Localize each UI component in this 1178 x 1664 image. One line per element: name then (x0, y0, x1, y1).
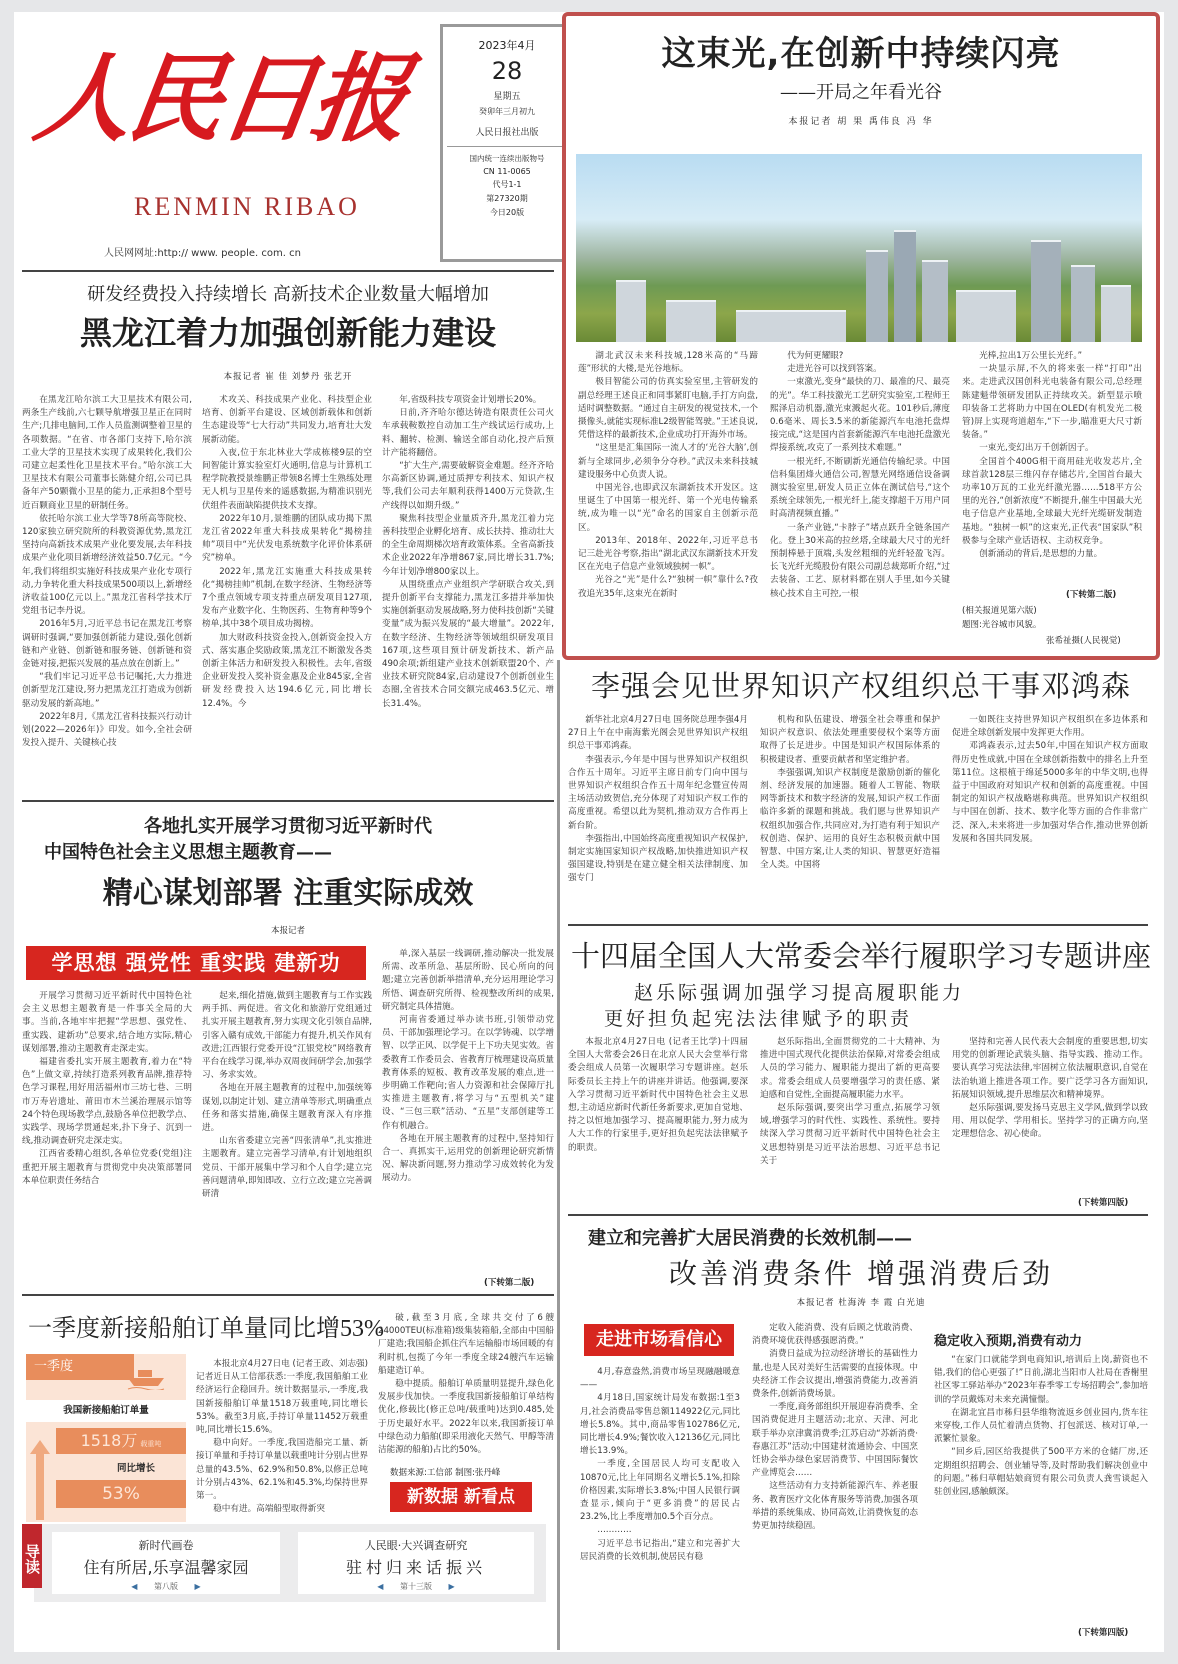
consumption-kicker: 建立和完善扩大居民消费的长效机制—— (588, 1228, 912, 1249)
paragraph: 4月18日,国家统计局发布数据:1至3月,社会消费品零售总额114922亿元,同比增长5.8%。其中,商品零售102786亿元,同比增长4.9%;餐饮收入12136亿元,同比增长13.9%。 (580, 1393, 740, 1457)
paragraph: 湖北武汉未来科技城,128米高的“马蹄莲”形状的大楼,是光谷地标。 (578, 351, 758, 375)
paragraph: 一束光,变幻出万千创新因子。 (979, 443, 1094, 454)
date-year-month: 2023年4月 (478, 39, 536, 52)
paragraph: 破,截至3月底,全球共交付了6艘24000TEU(标准箱)级集装箱船,全部由中国船厂建造;我国船企抓住汽车运输船市场回暖的有利时机,包揽了今年一季度全球24艘汽车运输船建造订单。 (378, 1313, 554, 1376)
divider (22, 270, 554, 272)
paragraph: 李强表示,今年是中国与世界知识产权组织合作五十周年。习近平主席日前专门向中国与世界知识产权组织合作五十周年纪念暨宣传周主场活动致贺信,充分体现了对知识产权工作的高度重视。希望以此为契机,推动双方合作再上新台阶。 (568, 754, 748, 831)
paragraph: 稳中提质。船舶订单质量明显提升,绿色化发展步伐加快。一季度我国新接船舶订单结构优化,修载比(修正总吨/载重吨)达到0.485,处于历史最好水平。2022年以来,我国新接订单中绿色动力船舶(即采用液化天然气、甲醇等清洁能源的船舶)占比约50%。 (378, 1379, 554, 1456)
education-continue[interactable]: (下转第二版) (484, 1278, 535, 1288)
paragraph: 单,深入基层一线调研,推动解决一批发展所需、改革所急、基层所盼、民心所向的问题;建立完善创新举措清单,充分运用理论学习所悟、调查研究所得、检视整改所纠的成果,研究制定具体措施。 (382, 949, 554, 1012)
prev-arrow-icon[interactable]: ◀ (131, 1582, 138, 1591)
paragraph: 术攻关、科技成果产业化、科技型企业培育、创新平台建设、区域创新载体和创新生态建设等“七大行动”共同发力,培育壮大发展新动能。 (202, 395, 372, 445)
education-column-3 (382, 948, 554, 1274)
consumption-byline: 本报记者 杜海涛 李 霞 白光迪 (796, 1298, 926, 1308)
masthead-logo-en: RENMIN RIBAO (134, 192, 360, 221)
paragraph: 一块显示屏,不久的将来张一样“打印”出来。走进武汉国创科光电装备有限公司,总经理陈建魁带领研发团队正持续攻关。新型显示喷印装备工艺将助力中国在OLED(有机发光二极管)屏上实现弯道超车,“下一步,瞄准更大尺寸新装备。” (962, 364, 1142, 441)
paragraph: 河南省委通过举办读书班,引领带动党员、干部加强理论学习。在以学铸魂、以学增智、以学正风、以学促干上下功夫见实效。省委教育工作委员会、省教育厅梳理建设高质量教育体系的短板、教育改革发展的难点,进一步明确工作靶向;省人力资源和社会保障厅扎实推进主题教育,将学习与“五型机关”建设、“三包三联”活动、“五星”支部创建等工作有机融合。 (382, 1015, 554, 1131)
paragraph: 本报北京4月27日电 (记者王政、刘志强)记者近日从工信部获悉:一季度,我国船舶工业经济运行企稳回升。统计数据显示,一季度,我国新接船舶订单量1518万载重吨,同比增长53%。截至3月底,手持订单量11452万载重吨,同比增长15.6%。 (196, 1359, 368, 1436)
paragraph: 稳中有进。高端船型取得新突 (213, 1504, 325, 1515)
ships-infographic (26, 1354, 186, 1522)
paragraph: “这里是汇集国际一流人才的‘光谷大脑’,创新与全球同步,必须争分夺秒。”武汉未来科技城建设服务中心负责人说。 (578, 443, 758, 480)
consumption-column-2 (752, 1322, 918, 1642)
paragraph: 一条产业链,“卡脖子”堵点跃升全链条国产化。登上30米高的拉丝塔,全球最大尺寸的光纤预制棒悬于顶端,头发丝粗细的光纤轻盈飞泻。长飞光纤光缆股份有限公司副总裁郑昕介绍,“过去装备、工艺、原材料都在别人手里,如今关键核心技术自主可控,一根 (770, 522, 950, 599)
paragraph: 全国首个400G相干商用硅光收发芯片,全球首款128层三维闪存存储芯片,全国首台最大功率10万瓦的工业光纤激光器……518平方公里的光谷,“创新浓度”不断提升,催生中国最大光电子信息产业基地,全球最大光纤光缆研发制造基地。“独树一帜”的这束光,正代表“国家队”积极参与全球产业话语权、主动权竞争。 (962, 456, 1142, 546)
paragraph: 一束激光,变身“最快的刀、最准的尺、最亮的光”。华工科技激光工艺研究实验室,工程师王熙泽启动机器,激光束溅起火花。101秒后,薄度0.6毫米、周长3.5米的新能源汽车电池托盘焊接完成,“这是国内首套新能源汽车电池托盘激光焊接系统,攻克了一系列技术难题。” (770, 377, 950, 454)
heilongjiang-column-1 (22, 394, 192, 794)
prev-arrow-icon[interactable]: ◀ (377, 1582, 384, 1591)
date-lunar: 癸卯年三月初九 (479, 107, 535, 116)
paragraph: 习近平总书记指出,“建立和完善扩大居民消费的长效机制,使居民有稳 (580, 1538, 740, 1562)
heilongjiang-title: 黑龙江着力加强创新能力建设 (79, 314, 496, 352)
education-title: 精心谋划部署 注重实际成效 (102, 876, 474, 911)
liqiang-title: 李强会见世界知识产权组织总干事邓鸿森 (590, 669, 1131, 703)
photo-credit: 张希祉摄(人民视觉) (1046, 636, 1121, 646)
divider (22, 1294, 554, 1296)
paragraph: 年,省级科技专项资金计划增长20%。 (399, 395, 542, 405)
heilongjiang-kicker: 研发经费投入持续增长 高新技术企业数量大幅增加 (87, 284, 489, 305)
divider (568, 924, 1148, 926)
infographic-growth-label: 同比增长 (116, 1463, 155, 1474)
guide-item[interactable] (52, 1532, 280, 1594)
guide-kicker: 人民眼·大兴调查研究 (364, 1539, 468, 1552)
paragraph: 李强指出,中国始终高度重视知识产权保护,制定实施国家知识产权战略,加快推进知识产权强国建设,特别是在建立健全相关法律制度、加强专门 (568, 833, 748, 884)
paragraph: 各地在开展主题教育的过程中,坚持知行合一、真抓实干,运用党的创新理论研究新情况、解决新问题,努力推动学习成效转化为发展动力。 (382, 1133, 554, 1184)
up-arrow-icon (30, 1440, 50, 1520)
heilongjiang-byline: 本报记者 崔 佳 刘梦丹 张艺开 (223, 372, 353, 382)
paragraph: “我们牢记习近平总书记嘱托,大力推进创新型龙江建设,努力把黑龙江打造成为创新驱动发展的新高地。” (22, 672, 192, 709)
education-column-2 (202, 990, 372, 1290)
paragraph: 光棒,拉出1万公里长光纤。” (979, 351, 1083, 361)
liqiang-column-1 (568, 714, 748, 918)
paragraph: 赵乐际指出,全面贯彻党的二十大精神、为推进中国式现代化提供法治保障,对常委会组成人员的学习能力、履职能力提出了新的更高要求。常委会组成人员要增强学习的责任感、紧迫感和自觉性,全面提高履职能力水平。 (760, 1037, 940, 1100)
paragraph: 稳中向好。一季度,我国造船完工量、新接订单量和手持订单量以载重吨计分别占世界总量的43.5%、62.9%和50.8%,以修正总吨计分别占43%、62.1%和45.3%,均保持世界第一。 (196, 1438, 368, 1502)
paragraph: 起来,细化措施,做到主题教育与工作实践两手抓、两促进。省文化和旅游厅党组通过扎实开展主题教育,努力实现文化引领自品牌,引客入赣有成效,干部能力有提升,机关作风有改进;江西银行党委开设“江银党校”网络教育平台在线学习课,举办双周夜间研学会,加强学习、务求实效。 (202, 991, 372, 1081)
ships-source: 数据来源:工信部 制图:张丹峰 (390, 1468, 501, 1478)
heilongjiang-column-3 (382, 394, 554, 794)
paragraph: 聚焦科技型企业量质齐升,黑龙江着力完善科技型企业孵化培育、成长扶持、推动壮大的全生命周期梯次培育政策体系。全省高新技术企业2022年净增867家,同比增长31.7%;今年计划净增800家以上。 (382, 513, 554, 577)
lead-title: 这束光,在创新中持续闪亮 (661, 34, 1061, 74)
paragraph: 一季度,全国居民人均可支配收入10870元,比上年同期名义增长5.1%,扣除价格因素,实际增长3.8%;中国人民银行调查显示,倾向于“更多消费”的居民占23.2%,比上季度增加0.5个百分点。 (580, 1459, 740, 1523)
ships-title-text: 一季度新接船舶订单量同比增 (28, 1314, 340, 1342)
paragraph: 新华社北京4月27日电 国务院总理李强4月27日上午在中南海紫光阁会见世界知识产权组织总干事邓鸿森。 (568, 715, 748, 752)
paragraph: 光谷之“光”是什么?“独树一帜”靠什么?孜孜追光35年,这束光在新时 (578, 575, 758, 599)
publisher: 人民日报社出版 (475, 128, 539, 138)
date-weekday: 星期五 (493, 92, 521, 102)
paragraph: 一季度,商务部组织开展迎春消费季、全国消费促进月主题活动;北京、天津、河北联手举办京津冀消费季;江苏启动“苏新消费·春惠江苏”活动;中国建材流通协会、中国烹饪协会举办绿色家居消费节、中国国际餐饮产业博览会…… (752, 1402, 918, 1479)
paragraph: 从围绕重点产业组织产学研联合攻关,到提升创新平台支撑能力,黑龙江多措并举加快实施创新驱动发展战略,努力使科技创新“关键变量”成为振兴发展的“最大增量”。2022年,在数字经济、生物经济等领域组织研发项目167项,这些项目预计研发新技术、新产品490余项;新组建产业技术创新联盟20个、产业技术研究院84家,启动建设7个创新创业生态圈,全省技术合同交额完成463.5亿元、增长31.4%。 (382, 579, 554, 709)
ships-title (28, 1308, 384, 1343)
paragraph: 邓鸿森表示,过去50年,中国在知识产权方面取得历史性成就,中国在全球创新指数中的排名上升至第11位。这根植于绵延5000多年的中华文明,也得益于中国政府对知识产权和创新的高度重视。中国制定的知识产权战略堪称典范。世界知识产权组织与中国在创新、技术、数字化等方面的合作非常广泛、深入,未来将进一步加强对华合作,推动世界创新发展和各国共同发展。 (952, 741, 1148, 844)
guide-page: 第八版 (154, 1582, 178, 1591)
paragraph: “扩大生产,需要破解资金难题。经齐齐哈尔高新区协调,通过质押专利技术、知识产权等,我们公司去年顺利获得1400万元贷款,生产线得以如期升级。” (382, 461, 554, 511)
consumption-column-1 (580, 1366, 740, 1642)
npc-column-3 (952, 1036, 1148, 1196)
paragraph: 李强强调,知识产权制度是激励创新的催化剂、经济发展的加速器。随着人工智能、物联网等新技术和数字经济的发展,知识产权工作面临许多新的课题和挑战。我们愿与世界知识产权组织加强合作,共同应对,为打造有利于知识产权创造、保护、运用的良好生态积极贡献中国智慧、中国方案,让人类的知识、智慧更好造福全人类。中国将 (760, 767, 940, 871)
lead-continue[interactable]: (下转第二版) (1066, 590, 1117, 600)
infographic-period: 一季度 (26, 1354, 134, 1380)
lead-story (562, 12, 1160, 660)
paragraph: 山东省委建立完善“四张清单”,扎实推进主题教育。建立完善学习清单,有计划地组织党员、干部开展集中学习和个人自学;建立完善问题清单,即知即改、立行立改;建立完善调研清 (202, 1136, 372, 1200)
paragraph: 这些活动有力支持新能源汽车、养老服务、教育医疗文化体育服务等消费,加强各项举措的系统集成、协同高效,让消费恢复的态势更加持续稳固。 (752, 1481, 918, 1532)
paragraph: “在家门口就能学到电商知识,培训后上岗,薪资也不错,我们的信心更强了!”日前,湖北当阳市人社局在香榭里社区零工驿站举办“2023年春季零工专场招聘会”,参加培训的学员戴炼对未来充满憧憬。 (934, 1355, 1148, 1405)
next-arrow-icon[interactable]: ▶ (194, 1582, 201, 1591)
npc-subtitle-2: 更好担负起宪法法律赋予的职责 (604, 1008, 913, 1030)
paragraph: 入夜,位于东北林业大学成栋楼9层的空间智能计算实验室灯火通明,信息与计算机工程学院教授景维鹏正带领8名博士生熟练处理无人机与卫星传来的遥感数据,为精准识别光伏组件表面缺陷提供技术支撑。 (202, 447, 372, 511)
lead-related[interactable]: (相关报道见第六版) (962, 606, 1037, 616)
guide-bar (23, 1524, 546, 1602)
education-kicker-2: 中国特色社会主义思想主题教育—— (44, 842, 332, 863)
paragraph: 机构和队伍建设、增强全社会尊重和保护知识产权意识、依法处理重要侵权个案等方面取得了长足进步。中国是知识产权国际体系的积极建设者、重要贡献者和坚定维护者。 (760, 715, 940, 765)
paragraph: 一根光纤,不断刷新光通信传输纪录。中国信科集团烽火通信公司,智慧光网络通信设备调测实验室里,研发人员正立体在测试信号,“这个系统全球领先,一根光纤上,能支撑超千万用户同时高清视频直播。” (770, 456, 950, 520)
code-number: 代号1-1 (492, 180, 522, 189)
heilongjiang-column-2 (202, 394, 372, 794)
guide-item[interactable] (298, 1532, 534, 1594)
masthead-logo: 人民日报 (28, 42, 413, 155)
guide-kicker: 新时代画卷 (138, 1539, 194, 1552)
paragraph: ………… (597, 1525, 632, 1536)
ships-column-2 (378, 1312, 554, 1462)
paragraph: 依托哈尔滨工业大学等78所高等院校、120家独立研究院所的科教资源优势,黑龙江坚持向高新技术成果产业化要发展,去年科技成果产业化项目新增经济效益50.7亿元。“今年,我们将组织实施好科技成果产业化专项行动,力争转化重大科技成果500项以上,新增经济收益100亿元以上。”黑龙江省科学技术厅党组书记李丹说。 (22, 513, 192, 617)
paragraph: 福建省委扎实开展主题教育,着力在“特色”上做文章,持续打造系列教育品牌,推荐特色学习课程,用好用活福州市三坊七巷、三明市万寿岩遗址、莆田市木兰溪治理展示馆等24个特色现场教学点,鼓励各单位把教学点、实践学、现场学贯通起来,扑下身子、沉到一线,推动调查研究走深走实。 (22, 1057, 192, 1147)
guide-label: 导读 (22, 1524, 42, 1588)
paragraph: 代为何更耀眼? (787, 351, 844, 361)
guide-title[interactable]: 住有所居,乐享温馨家园 (83, 1558, 249, 1577)
lead-subtitle: ——开局之年看光谷 (780, 82, 942, 103)
paragraph: 开展学习贯彻习近平新时代中国特色社会主义思想主题教育是一件事关全局的大事。当前,各地牢牢把握“学思想、强党性、重实践、建新功”总要求,结合地方实际,精心谋划部署,推动主题教育走深走实。 (22, 991, 192, 1054)
infographic-growth-value: 53% (56, 1480, 186, 1508)
paragraph: 在黑龙江哈尔滨工大卫星技术有限公司,两条生产线前,六七颗导航增强卫星正在同时生产;几排电脑间,工作人员监测调整着卫星的各项数据。“在省、市各部门支持下,哈尔滨工业大学的卫星技术实现了成果转化,我们公司建立起柔性化卫星技术平台。”哈尔滨工大卫星技术有限公司董事长陈健介绍,公司已具备年产50颗微小卫星的能力,正承担8个型号近百颗商业卫星的研制任务。 (22, 395, 192, 511)
paragraph: 2022年8月,《黑龙江省科技振兴行动计划(2022—2026年)》印发。如今,全社会研发投入提升、关键核心技 (22, 711, 192, 749)
npc-column-1 (568, 1036, 748, 1208)
paragraph: “回乡后,园区给我提供了500平方米的仓储厂房,还定期组织招聘会、创业辅导等,及时帮助我们解决创业中的问题。”秭归草帽姑娘商贸有限公司负责人龚雪谈起入驻创业园,感触颇深。 (934, 1447, 1148, 1498)
paragraph: 消费日益成为拉动经济增长的基础性力量,也是人民对美好生活需要的直接体现。中央经济工作会议提出,增强消费能力,改善消费条件,创新消费场景。 (752, 1349, 918, 1400)
paragraph: 2016年5月,习近平总书记在黑龙江考察调研时强调,“要加强创新能力建设,强化创新链和产业链、创新链和服务链、创新链和资金链对接,把振兴发展的基点放在创新上。” (22, 619, 192, 670)
npc-subtitle-1: 赵乐际强调加强学习提高履职能力 (634, 982, 965, 1004)
paragraph: 一如既往支持世界知识产权组织在多边体系和促进全球创新发展中发挥更大作用。 (952, 715, 1148, 739)
next-arrow-icon[interactable]: ▶ (448, 1582, 455, 1591)
newspaper-page (14, 12, 1164, 1652)
npc-continue[interactable]: (下转第四版) (1078, 1198, 1129, 1208)
divider (568, 1214, 1148, 1216)
consumption-title: 改善消费条件 增强消费后劲 (669, 1257, 1053, 1290)
lead-column-3 (962, 350, 1142, 586)
divider (22, 800, 554, 802)
consumption-continue[interactable]: (下转第四版) (1078, 1628, 1129, 1638)
liqiang-column-2 (760, 714, 940, 918)
date-day: 28 (491, 57, 523, 85)
paragraph: 赵乐际强调,要发扬马克思主义学风,做到学以致用、用以促学、学用相长。坚持学习的正确方向,坚定理想信念、初心使命。 (952, 1103, 1148, 1140)
pages-today: 今日20版 (489, 208, 525, 217)
lead-byline: 本报记者 胡 果 禹伟良 冯 华 (788, 117, 934, 127)
ships-title-number: 53% (340, 1316, 384, 1342)
paragraph: 4月,春意盎然,消费市场呈现融融暖意—— (580, 1367, 740, 1391)
paragraph: 在湖北宜昌市秭归县华维物流返乡创业园内,货车往来穿梭,工作人员忙着清点货物、打包派送、核对订单,一派繁忙景象。 (934, 1407, 1148, 1445)
paragraph: 各地在开展主题教育的过程中,加强统筹谋划,以制定计划、建立清单等形式,明确重点任务和落实措施,确保主题教育深入有序推进。 (202, 1083, 372, 1134)
npc-column-2 (760, 1036, 940, 1208)
website-link[interactable]: 人民网网址:http:// www. people. com. cn (104, 248, 301, 259)
paragraph: 极目智能公司的仿真实验室里,主管研发的副总经理王述良正和同事紧盯电脑,手打方向盘,适时调整数据。“通过自主研发的视觉技术,一个摄像头,就能实现标准L2级智能驾驶。”王述良说,凭借这样的最新技术,企业成功打开海外市场。 (578, 377, 758, 441)
paragraph: 2022年10月,景维鹏的团队成功揭下黑龙江省2022年重大科技成果转化“揭榜挂帅”项目中“光伏发电系统数字化评价体系研究”榜单。 (202, 513, 372, 564)
new-data-badge: 新数据 新看点 (390, 1482, 532, 1512)
date-box (440, 24, 574, 262)
liqiang-column-3 (952, 714, 1148, 918)
paragraph: 2022年,黑龙江实施重大科技成果转化“揭榜挂帅”机制,在数字经济、生物经济等7个重点领域专项支持重点研发项目127项,发布产业数字化、生物医药、生物育种等9个榜单,其中38个项目成功揭榜。 (202, 566, 372, 630)
infographic-orders-label: 我国新接船舶订单量 (26, 1400, 186, 1422)
photo-caption: 题图:光谷城市风貌。 (962, 620, 1042, 630)
paragraph: 江西省委精心组织,各单位党委(党组)注重把开展主题教育与贯彻党中央决策部署同本单位职责任务结合 (22, 1149, 192, 1186)
guide-page: 第十三版 (400, 1582, 432, 1591)
consumption-side-title: 稳定收入预期,消费有动力 (934, 1334, 1082, 1349)
paragraph: 坚持和完善人民代表大会制度的重要思想,切实用党的创新理论武装头脑、指导实践、推动工作。要认真学习宪法法律,牢固树立依法履职意识,自觉在法治轨道上推进各项工作。要广泛学习各方面知识,拓展知识领域,提升思维层次和精神境界。 (952, 1037, 1148, 1100)
orders-unit: 载重吨 (140, 1440, 162, 1448)
education-byline: 本报记者 (270, 926, 305, 936)
orders-value: 1518万 (80, 1431, 138, 1450)
paragraph: 定收入能消费、没有后顾之忧敢消费、消费环境优获得感强愿消费。” (752, 1323, 918, 1347)
education-banner: 学思想 强党性 重实践 建新功 (26, 946, 366, 980)
education-kicker-1: 各地扎实开展学习贯彻习近平新时代 (144, 816, 432, 837)
paragraph: 创新涌动的背后,是思想的力量。 (979, 549, 1103, 560)
consumption-column-3 (934, 1354, 1148, 1622)
optics-valley-photo (576, 154, 1142, 342)
serial-label: 国内统一连续出版物号 (469, 154, 545, 163)
paragraph: 走进光谷可以找到答案。 (787, 364, 882, 375)
paragraph: 加大财政科技资金投入,创新资金投入方式、落实惠企奖励政策,黑龙江不断激发各类创新主体活力和研发投入积极性。去年,省级企业研发投入奖补资金惠及企业845家,全省研发经费投入达194.6亿元,同比增长12.4%。今 (202, 632, 372, 709)
npc-title: 十四届全国人大常委会举行履职学习专题讲座 (570, 939, 1151, 973)
paragraph: 赵乐际强调,要突出学习重点,拓展学习领域,增强学习的时代性、实践性、系统性。要持续深入学习贯彻习近平新时代中国特色社会主义思想特别是习近平法治思想、习近平总书记关于 (760, 1103, 940, 1166)
education-column-1 (22, 990, 192, 1290)
guide-title[interactable]: 驻村归来话振兴 (345, 1558, 486, 1577)
ship-icon (126, 1368, 166, 1388)
paragraph: 日前,齐齐哈尔德达铸造有限责任公司火车承载鞍数控自动加工生产线试运行成功,上料、翻转、检测、输送全部自动化,投产后预计产能将翻倍。 (382, 408, 554, 458)
cn-number: CN 11-0065 (483, 167, 531, 176)
paragraph: 中国光谷,也即武汉东湖新技术开发区。这里诞生了中国第一根光纤、第一个光电传输系统,成为唯一以“光”命名的国家自主创新示范区。 (578, 483, 758, 533)
consumption-banner: 走进市场看信心 (584, 1324, 734, 1356)
lead-column-2 (770, 350, 950, 650)
paragraph: 2013年、2018年、2022年,习近平总书记三赴光谷考察,指出“湖北武汉东湖新技术开发区在光电子信息产业领域独树一帜”。 (578, 535, 758, 573)
lead-column-1 (578, 350, 758, 650)
issue-number: 第27320期 (486, 194, 528, 203)
column-divider (557, 660, 560, 1650)
paragraph: 本报北京4月27日电 (记者王比学)十四届全国人大常委会26日在北京人民大会堂举行常委会组成人员第一次履职学习专题讲座。赵乐际委员长主持上午的讲座并讲话。他强调,要深入学习贯彻习近平新时代中国特色社会主义思想,主动适应新时代新任务新要求,更加自觉地、持之以恒地加强学习、提高履职能力,努力成为人大工作的行家里手,更好担负起宪法法律赋予的职责。 (568, 1037, 748, 1153)
infographic-orders-value (56, 1428, 186, 1454)
